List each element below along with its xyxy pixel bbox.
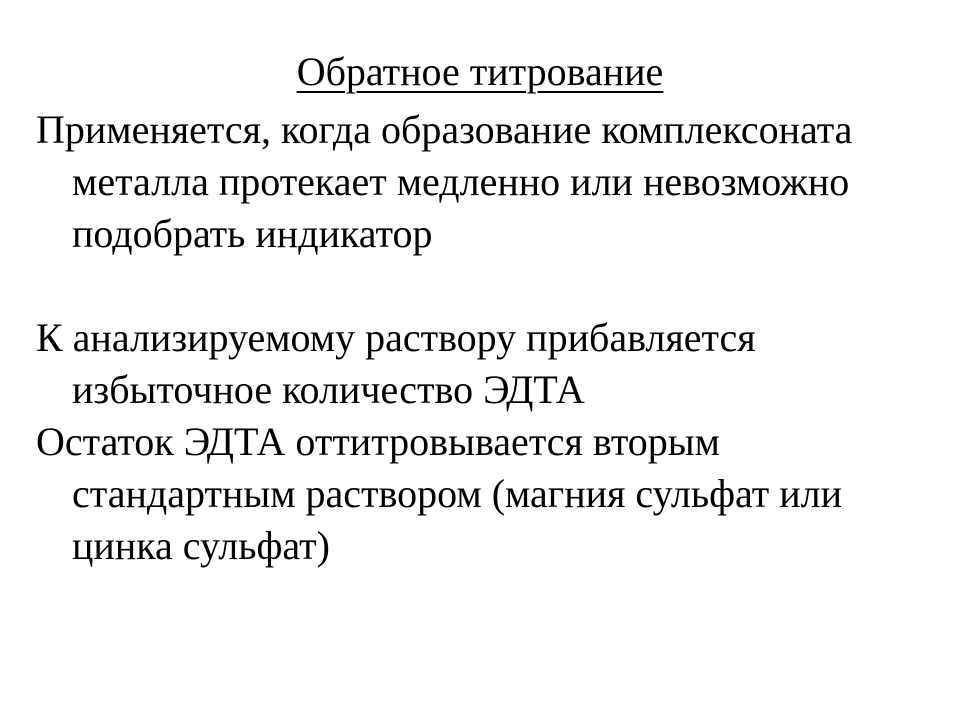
paragraph-application: Применяется, когда образование комплексоната металла протекает медленно или невозможно подобрать индикатор	[36, 107, 853, 256]
slide-title-text: Обратное титрование	[296, 49, 664, 94]
slide-body	[36, 104, 916, 572]
paragraph-excess-edta: К анализируемому раствору прибавляется избыточное количество ЭДТА	[36, 315, 756, 412]
slide-title	[0, 48, 960, 96]
paragraph-back-titration: Остаток ЭДТА оттитровывается вторым стандартным раствором (магния сульфат или цинка сульфат)	[36, 419, 842, 568]
